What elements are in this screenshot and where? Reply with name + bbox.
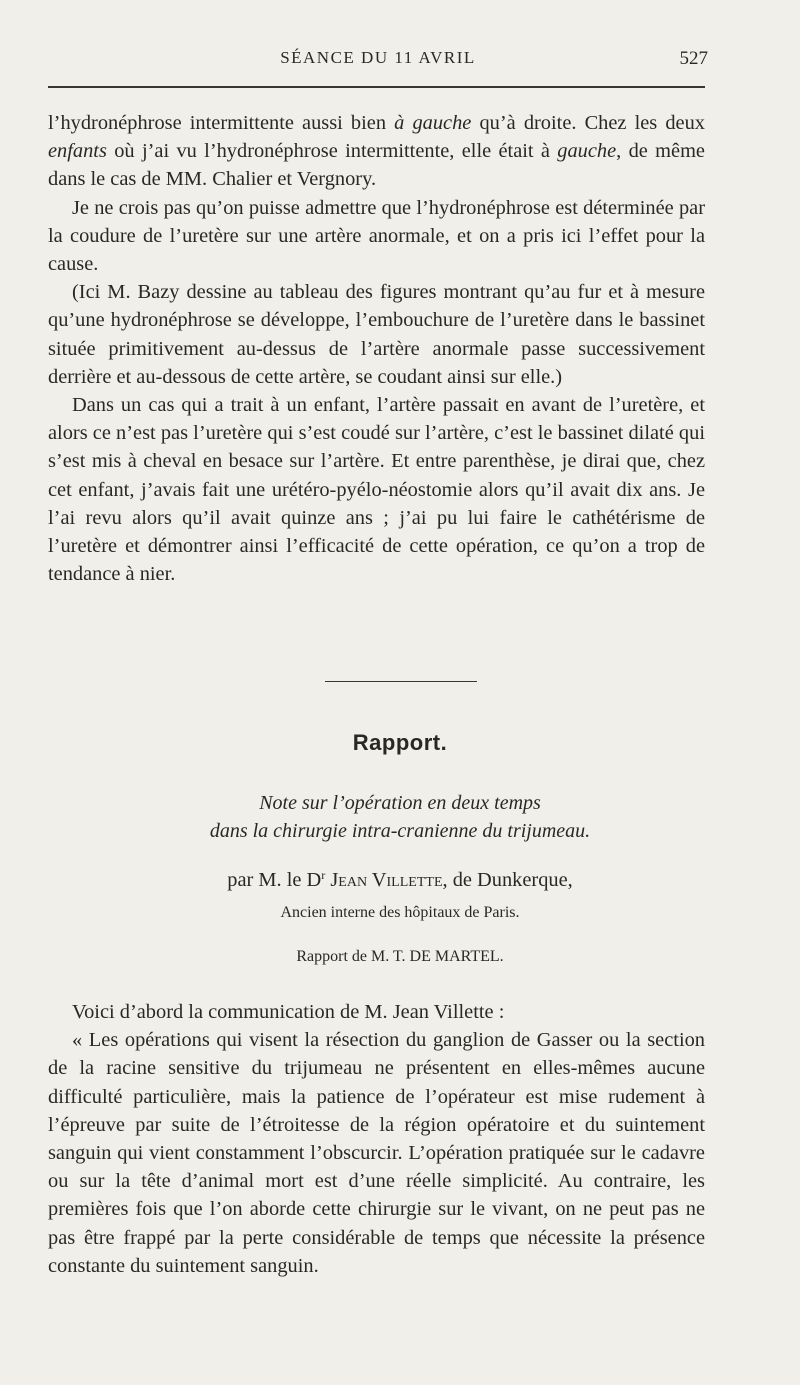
author-city: , de Dunkerque,	[442, 869, 573, 891]
text-run: où j’ai vu l’hydronéphrose intermittente, elle était à	[106, 140, 558, 163]
italic-text: gauche	[557, 140, 617, 163]
author-prefix: par M. le D	[227, 869, 322, 891]
author-title-sup: r	[321, 868, 326, 882]
running-head	[48, 48, 708, 72]
body-text-top	[48, 109, 705, 588]
section-title: Rapport.	[352, 730, 448, 755]
header-rule	[48, 86, 705, 88]
paragraph: Voici d’abord la communication de M. Jean Villette :	[72, 1001, 505, 1023]
text-run: qu’à droite. Chez les deux	[471, 112, 705, 134]
author-affiliation: Ancien interne des hôpitaux de Paris.	[280, 904, 520, 921]
italic-text: enfants	[48, 140, 107, 163]
text-run: , de même dans le cas de MM. Chalier et Vergnory.	[48, 140, 705, 191]
paragraph: (Ici M. Bazy dessine au tableau des figures montrant qu’au fur et à mesure qu’une hydronéphrose se développe, l’embouchure de l’uretère dans le bassinet située primitivement au-dessus de l’artère anormale passe successivement derrière et au-dessous de cette artère, se coudant ainsi sur elle.)	[48, 281, 705, 388]
text-run: l’hydronéphrose intermittente aussi bien	[48, 112, 395, 134]
note-title-line-1: Note sur l’opération en deux temps	[259, 792, 541, 814]
paragraph: « Les opérations qui visent la résection du ganglion de Gasser ou la section de la racine sensitive du trijumeau ne présentent en elles-mêmes aucune difficulté particulière, mais la patience de l’opérateur est mise rudement à l’épreuve par suite de l’étroitesse de la région opératoire et du suintement sanguin qui vient constamment l’obscurcir. L’opération pratiquée sur le cadavre ou sur la tête d’animal mort est d’une réelle simplicité. Au contraire, les premières fois que l’on aborde cette chirurgie sur le vivant, on ne peut pas ne pas être frappé par la perte considérable de temps que nécessite la présence constante du suintement sanguin.	[48, 1029, 705, 1277]
author-name: Jean Villette	[330, 869, 443, 891]
paragraph	[48, 109, 705, 194]
paragraph: Dans un cas qui a trait à un enfant, l’artère passait en avant de l’uretère, et alors ce n’est pas l’uretère qui s’est coudé sur l’artère, c’est le bassinet dilaté qui s’est mis à cheval en besace sur l’artère. Et entre parenthèse, je dirai que, chez cet enfant, j’avais fait une urétéro-pyélo-néostomie alors qu’il avait dix ans. Je l’ai revu alors qu’il avait quinze ans ; j’ai pu lui faire le cathétérisme de l’uretère et démontrer ainsi l’efficacité de cette opération, ce qu’on a trop de tendance à nier.	[48, 394, 705, 586]
rapporteur-line: Rapport de M. T. DE MARTEL.	[296, 948, 504, 965]
running-head-title: SÉANCE DU 11 AVRIL	[280, 48, 476, 67]
page-number: 527	[679, 48, 708, 69]
author-line	[0, 866, 800, 894]
note-title-line-2: dans la chirurgie intra-cranienne du trijumeau.	[209, 820, 591, 842]
italic-text: à gauche	[394, 112, 472, 134]
section-separator	[325, 681, 477, 682]
paragraph: Je ne crois pas qu’on puisse admettre que l’hydronéphrose est déterminée par la coudure de l’uretère sur une artère anormale, et on a pris ici l’effet pour la cause.	[48, 196, 705, 276]
body-text-bottom	[48, 998, 705, 1280]
